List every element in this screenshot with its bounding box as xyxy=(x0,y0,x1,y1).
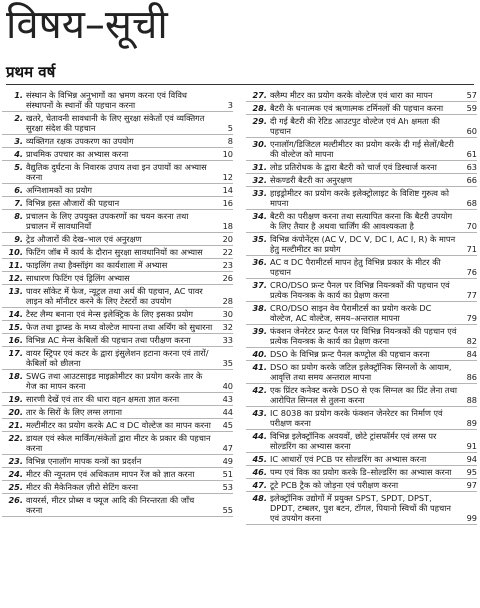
toc-entry-number: 2. xyxy=(14,113,23,123)
toc-entry xyxy=(2,494,233,517)
toc-entry-number: 18. xyxy=(8,371,23,381)
toc-entry xyxy=(246,479,477,492)
toc-entry-title: इलेक्ट्रॉनिक उद्योगों में प्रयुक्त SPST, SPDT, DPST, DPDT, टम्बलर, पुश बटन, टॉगल, पियानो स्विचों की पहचान एवं उपयोग करना xyxy=(270,493,451,523)
toc-entry-number: 19. xyxy=(8,394,23,404)
toc-entry-title: DSO के विभिन्न फ्रन्ट पैनल कण्ट्रोल की पहचान करना xyxy=(270,349,430,359)
toc-entry-number: 31. xyxy=(252,162,267,172)
toc-entry xyxy=(246,138,477,161)
toc-entry xyxy=(2,334,233,347)
toc-entry xyxy=(2,112,233,135)
toc-entry xyxy=(246,407,477,430)
toc-entry xyxy=(2,259,233,272)
toc-entry-number: 40. xyxy=(252,349,267,359)
toc-right-column xyxy=(246,89,477,525)
toc-entry-page: 57 xyxy=(466,90,477,100)
toc-entry-title: DSO का प्रयोग करके जटिल इलेक्ट्रॉनिक सिग्नलों के आयाम, आवृत्ति तथा समय अन्तराल मापना xyxy=(270,362,452,382)
toc-entry xyxy=(2,246,233,259)
toc-entry-title: क्लैम्प मीटर का प्रयोग करके वोल्टेज एवं धारा का मापन xyxy=(270,90,433,100)
toc-entry-title: पावर सॉकेट में फेज, न्यूट्रल तथा अर्थ की पहचान, AC पावर लाइन को मॉनीटर करने के लिए टेस्टरों का उपयोग xyxy=(26,286,203,306)
toc-entry-number: 24. xyxy=(8,469,23,479)
toc-entry-page: 45 xyxy=(222,420,233,430)
toc-entry xyxy=(246,453,477,466)
toc-entry-page: 63 xyxy=(466,162,477,172)
toc-entry-number: 41. xyxy=(252,362,267,372)
toc-entry-page: 28 xyxy=(222,296,233,306)
toc-entry xyxy=(246,102,477,115)
toc-entry xyxy=(2,419,233,432)
toc-entry-title: संस्थान के विभिन्न अनुभागों का भ्रमण करना एवं विविध संस्थापनों के स्थानों की पहचान करना xyxy=(26,90,187,110)
toc-entry-page: 8 xyxy=(227,136,233,146)
toc-entry xyxy=(2,161,233,184)
toc-entry-number: 22. xyxy=(8,433,23,443)
toc-entry-page: 22 xyxy=(222,247,233,257)
toc-entry-title: एनालॉग/डिजिटल मल्टीमीटर का प्रयोग करके दी गई सेलों/बैटरी की वोल्टेज को मापना xyxy=(270,139,454,159)
toc-entry-title: प्राथमिक उपचार का अभ्यास करना xyxy=(26,149,129,159)
toc-entry-page: 88 xyxy=(466,395,477,405)
toc-entry-page: 47 xyxy=(222,443,233,453)
toc-entry-number: 35. xyxy=(252,234,267,244)
toc-entry xyxy=(2,432,233,455)
toc-entry-page: 32 xyxy=(222,322,233,332)
toc-entry-title: पम्प एवं विक का प्रयोग करके डि–सोल्डरिंग का अभ्यास करना xyxy=(270,467,452,477)
toc-entry-title: वायरर्स, मीटर प्रोब्स व फ्यूज आदि की निरन्तरता की जाँच करना xyxy=(26,495,195,515)
toc-entry-title: ट्रेड औजारों की देख–भाल एवं अनुरक्षण xyxy=(26,234,142,244)
toc-entry xyxy=(2,308,233,321)
toc-entry-number: 25. xyxy=(8,482,23,492)
toc-entry-page: 14 xyxy=(222,185,233,195)
toc-entry-number: 30. xyxy=(252,139,267,149)
toc-entry-title: फंक्शन जेनरेटर फ्रन्ट पैनल पर विभिन्न नियन्त्रकों की पहचान एवं प्रत्येक नियन्त्रक के कार्य का प्रेक्षण करना xyxy=(270,326,457,346)
toc-entry xyxy=(246,115,477,138)
toc-entry-page: 35 xyxy=(222,358,233,368)
toc-entry-title: CRO/DSO फ्रन्ट पैनल पर विभिन्न नियन्त्रकों की पहचान एवं प्रत्येक नियन्त्रक के कार्य का प्रेक्षण करना xyxy=(270,280,450,300)
toc-entry-title: विभिन्न एनालॉग मापक यन्त्रों का प्रदर्शन xyxy=(26,456,142,466)
toc-entry-title: दी गई बैटरी की रेटिड आउटपुट वोल्टेज एवं Ah क्षमता की पहचान xyxy=(270,116,440,136)
toc-entry-title: विभिन्न कंपोनेंट्स (AC V, DC V, DC I, AC I, R) के मापन हेतु मल्टीमीटर का प्रयोग xyxy=(270,234,456,254)
toc-entry-title: डायल एवं स्केल मार्किंग/संकेतों द्वारा मीटर के प्रकार की पहचान करना xyxy=(26,433,211,453)
toc-entry xyxy=(2,210,233,233)
toc-entry xyxy=(2,321,233,334)
toc-entry xyxy=(2,272,233,285)
toc-entry-title: मीटर की न्यूनतम एवं अधिकतम मापन रेंज को ज्ञात करना xyxy=(26,469,195,479)
toc-entry-number: 45. xyxy=(252,454,267,464)
toc-entry-number: 8. xyxy=(14,211,23,221)
toc-entry-page: 20 xyxy=(222,234,233,244)
toc-entry-number: 39. xyxy=(252,326,267,336)
toc-entry xyxy=(246,187,477,210)
toc-entry-number: 32. xyxy=(252,175,267,185)
toc-entry-page: 59 xyxy=(466,103,477,113)
toc-entry xyxy=(246,89,477,102)
toc-entry xyxy=(246,492,477,525)
toc-entry-title: विभिन्न AC मेन्स केबिलों की पहचान तथा परीक्षण करना xyxy=(26,335,191,345)
toc-entry-page: 99 xyxy=(466,513,477,523)
toc-entry xyxy=(2,370,233,393)
toc-entry-number: 33. xyxy=(252,188,267,198)
toc-entry-number: 26. xyxy=(8,495,23,505)
toc-entry xyxy=(246,161,477,174)
toc-entry-title: मीटर की मैकेनिकल ज़ीरो सेटिंग करना xyxy=(26,482,138,492)
toc-entry-page: 97 xyxy=(466,480,477,490)
toc-entry xyxy=(246,466,477,479)
toc-entry-title: हाइड्रोमीटर का प्रयोग करके इलेक्ट्रोलाइट के विशिष्ट गुरुत्व को मापना xyxy=(270,188,449,208)
toc-entry-number: 28. xyxy=(252,103,267,113)
toc-entry-page: 44 xyxy=(222,407,233,417)
toc-entry-number: 34. xyxy=(252,211,267,221)
toc-entry-number: 37. xyxy=(252,280,267,290)
toc-entry xyxy=(2,233,233,246)
toc-entry-number: 1. xyxy=(14,90,23,100)
toc-entry xyxy=(246,210,477,233)
toc-entry-number: 4. xyxy=(14,149,23,159)
toc-entry-page: 5 xyxy=(227,123,233,133)
toc-entry xyxy=(2,135,233,148)
toc-entry-number: 16. xyxy=(8,335,23,345)
toc-entry xyxy=(2,347,233,370)
toc-entry xyxy=(2,285,233,308)
toc-entry-title: विभिन्न इलेक्ट्रॉनिक अवयवों, छोटे ट्रांसफॉर्मर एवं लग्स पर सोल्डरिंग का अभ्यास करना xyxy=(270,431,437,451)
toc-entry-title: IC आधारों एवं PCB पर सोल्डरिंग का अभ्यास करना xyxy=(270,454,427,464)
toc-entry-title: CRO/DSO साइन वेव पैरामीटर्स का प्रयोग करके DC वोल्टेज, AC वोल्टेज, समय–अन्तराल मापना xyxy=(270,303,432,323)
toc-entry-page: 95 xyxy=(466,467,477,477)
toc-entry-page: 30 xyxy=(222,309,233,319)
toc-entry-page: 53 xyxy=(222,482,233,492)
toc-entry xyxy=(2,406,233,419)
toc-entry-title: लोड प्रतिरोधक के द्वारा बैटरी को चार्ज एवं डिस्चार्ज करना xyxy=(270,162,437,172)
toc-entry-number: 48. xyxy=(252,493,267,503)
toc-entry-number: 13. xyxy=(8,286,23,296)
toc-entry-page: 71 xyxy=(466,244,477,254)
toc-entry-number: 42. xyxy=(252,385,267,395)
toc-entry-number: 10. xyxy=(8,247,23,257)
toc-entry-title: टूटे PCB ट्रैक को जोड़ना एवं परीक्षण करना xyxy=(270,480,399,490)
toc-entry-number: 17. xyxy=(8,348,23,358)
toc-entry-page: 51 xyxy=(222,469,233,479)
toc-entry-number: 14. xyxy=(8,309,23,319)
toc-entry-title: तार के सिरों के लिए लग्स लगाना xyxy=(26,407,122,417)
toc-entry-page: 26 xyxy=(222,273,233,283)
toc-entry-title: विभिन्न हस्त औजारों की पहचान xyxy=(26,198,120,208)
toc-entry-page: 49 xyxy=(222,456,233,466)
toc-entry-title: टैस्ट लैम्प बनाना एवं मेन्स इलेक्ट्रिक के लिए इसका प्रयोग xyxy=(26,309,193,319)
toc-entry-number: 9. xyxy=(14,234,23,244)
toc-entry-page: 82 xyxy=(466,336,477,346)
toc-entry xyxy=(246,256,477,279)
toc-entry-number: 47. xyxy=(252,480,267,490)
toc-entry-number: 11. xyxy=(8,260,23,270)
toc-entry-number: 27. xyxy=(252,90,267,100)
toc-entry-number: 12. xyxy=(8,273,23,283)
toc-entry-title: खतरे, चेतावनी सावधानी के लिए सुरक्षा संकेतों एवं व्यक्तिगत सुरक्षा संदेश की पहचान xyxy=(26,113,205,133)
toc-entry xyxy=(246,430,477,453)
toc-entry-page: 18 xyxy=(222,221,233,231)
toc-entry-page: 77 xyxy=(466,290,477,300)
toc-entry-title: अग्निशामकों का प्रयोग xyxy=(26,185,92,195)
toc-entry-number: 3. xyxy=(14,136,23,146)
toc-entry-number: 43. xyxy=(252,408,267,418)
toc-entry-title: वैद्युतिक दुर्घटना के निवारक उपाय तथा इन उपायों का अभ्यास करना xyxy=(26,162,207,182)
toc-entry-number: 29. xyxy=(252,116,267,126)
toc-entry-page: 55 xyxy=(222,505,233,515)
toc-entry-number: 21. xyxy=(8,420,23,430)
toc-entry-title: SWG तथा आउटसाइड माइक्रोमीटर का प्रयोग करके तार के गेज का मापन करना xyxy=(26,371,203,391)
toc-entry xyxy=(2,89,233,112)
toc-entry-page: 60 xyxy=(466,126,477,136)
toc-entry-title: IC 8038 का प्रयोग करके फंक्शन जेनरेटर का निर्माण एवं परीक्षण करना xyxy=(270,408,443,428)
toc-entry-number: 38. xyxy=(252,303,267,313)
toc-entry-title: मल्टीमीटर का प्रयोग करके AC व DC वोल्टेज का मापन करना xyxy=(26,420,211,430)
toc-entry-title: सारणी देखें एवं तार की धारा वहन क्षमता ज्ञात करना xyxy=(26,394,180,404)
toc-entry-page: 61 xyxy=(466,149,477,159)
toc-entry-title: सेकण्डरी बैटरी का अनुरक्षण xyxy=(270,175,352,185)
toc-entry-page: 33 xyxy=(222,335,233,345)
toc-entry-title: बैटरी के धनात्मक एवं ऋणात्मक टर्मिनलों की पहचान करना xyxy=(270,103,444,113)
toc-entry-number: 15. xyxy=(8,322,23,332)
toc-entry-page: 12 xyxy=(222,172,233,182)
toc-entry-page: 40 xyxy=(222,381,233,391)
toc-entry xyxy=(246,233,477,256)
toc-entry-page: 91 xyxy=(466,441,477,451)
toc-entry-number: 46. xyxy=(252,467,267,477)
toc-entry-page: 10 xyxy=(222,149,233,159)
toc-entry-page: 76 xyxy=(466,267,477,277)
toc-entry xyxy=(2,184,233,197)
toc-entry xyxy=(246,384,477,407)
toc-entry-title: फाइलिंग तथा हैक्सॉइंग का कार्यशाला में अभ्यास xyxy=(26,260,168,270)
toc-entry-page: 70 xyxy=(466,221,477,231)
toc-entry-title: वायर स्ट्रिपर एवं कटर के द्वारा इंसुलेशन हटाना करना एवं तारों/केबिलों को छीलना xyxy=(26,348,209,368)
toc-entry-page: 66 xyxy=(466,175,477,185)
toc-entry-page: 94 xyxy=(466,454,477,464)
toc-entry-number: 23. xyxy=(8,456,23,466)
page-title: विषय–सूची xyxy=(6,2,168,48)
toc-entry-title: फेज तथा ड्राप्स्ड के मध्य वोल्टेज मापना तथा अर्थिंग को सुधारना xyxy=(26,322,213,332)
toc-entry-title: AC व DC पैरामीटर्स मापन हेतु विभिन्न प्रकार के मीटर की पहचान xyxy=(270,257,441,277)
toc-entry-number: 6. xyxy=(14,185,23,195)
toc-entry xyxy=(246,174,477,187)
toc-entry xyxy=(246,325,477,348)
toc-entry-page: 68 xyxy=(466,198,477,208)
toc-entry xyxy=(246,348,477,361)
toc-entry-page: 23 xyxy=(222,260,233,270)
toc-entry xyxy=(246,361,477,384)
toc-entry xyxy=(2,393,233,406)
section-title: प्रथम वर्ष xyxy=(6,63,56,81)
toc-entry-page: 84 xyxy=(466,349,477,359)
toc-entry xyxy=(2,197,233,210)
toc-entry xyxy=(2,481,233,494)
toc-entry xyxy=(246,302,477,325)
toc-entry-number: 7. xyxy=(14,198,23,208)
toc-entry-title: फिटिंग जॉब में कार्य के दौरान सुरक्षा सावधानियों का अभ्यास xyxy=(26,247,203,257)
toc-entry-number: 5. xyxy=(14,162,23,172)
toc-entry-page: 89 xyxy=(466,418,477,428)
toc-entry xyxy=(2,468,233,481)
toc-entry-number: 36. xyxy=(252,257,267,267)
toc-entry-title: एक प्रिंटर कनेक्ट करके DSO से एक सिग्नल का प्रिंट लेना तथा आरोपित सिग्नल से तुलना करना xyxy=(270,385,457,405)
title-divider xyxy=(6,84,474,85)
toc-entry-page: 86 xyxy=(466,372,477,382)
toc-entry xyxy=(2,455,233,468)
toc-entry-number: 44. xyxy=(252,431,267,441)
toc-entry-title: व्यक्तिगत रक्षक उपकरण का उपयोग xyxy=(26,136,134,146)
toc-entry-page: 3 xyxy=(227,100,233,110)
toc-entry-title: बैटरी का परीक्षण करना तथा सत्यापित करना कि बैटरी उपयोग के लिए तैयार है अथवा चार्जिंग की आवश्यकता है xyxy=(270,211,453,231)
toc-left-column xyxy=(2,89,233,517)
toc-entry-page: 79 xyxy=(466,313,477,323)
toc-entry-title: प्रचालन के लिए उपयुक्त उपकरणों का चयन करना तथा प्रचालन में सावधानियाँ xyxy=(26,211,189,231)
toc-entry-number: 20. xyxy=(8,407,23,417)
toc-entry xyxy=(2,148,233,161)
toc-entry-title: साधारण फिटिंग एवं ड्रिलिंग अभ्यास xyxy=(26,273,130,283)
toc-entry xyxy=(246,279,477,302)
toc-entry-page: 43 xyxy=(222,394,233,404)
toc-entry-page: 16 xyxy=(222,198,233,208)
